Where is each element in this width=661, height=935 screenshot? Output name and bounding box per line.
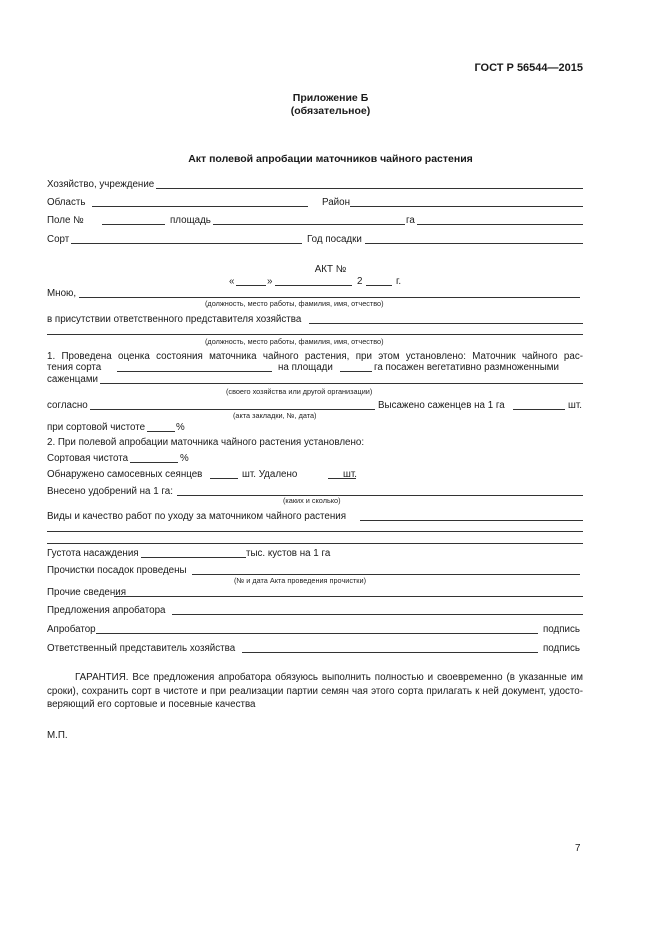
section1-seedlings-label: саженцами — [47, 374, 99, 385]
region-label: Область — [47, 197, 86, 208]
act-caption: (акта закладки, №, дата) — [233, 411, 317, 420]
rep-signature-label: подпись — [543, 643, 581, 654]
org-caption: (своего хозяйства или другой организации) — [226, 387, 373, 396]
thinning-field[interactable] — [192, 574, 580, 575]
var-purity-field[interactable] — [130, 462, 178, 463]
page-number: 7 — [575, 843, 581, 854]
self-seedlings-label: Обнаружено самосевных сеянцев — [47, 469, 203, 480]
approber-field[interactable] — [96, 633, 538, 634]
act-title: АКТ № — [314, 264, 347, 275]
year-prefix: 2 — [357, 276, 363, 287]
proposals-label: Предложения апробатора — [47, 605, 166, 616]
document-title: Акт полевой апробации маточников чайного растения — [188, 153, 473, 165]
representative-field[interactable] — [309, 323, 583, 324]
seal-label: М.П. — [47, 730, 68, 741]
area-ha-field[interactable] — [417, 224, 583, 225]
standard-number: ГОСТ Р 56544—2015 — [474, 62, 583, 74]
planted-label: Высажено саженцев на 1 га — [378, 400, 505, 411]
area-ha-label: га — [406, 215, 415, 226]
field-no-field[interactable] — [102, 224, 165, 225]
removed-unit: шт. — [343, 469, 357, 480]
guarantee-line2: сроки), сохранить сорт в чистоте и при реализации партии семян чая этого сорта прилагать к ней документ, удосто- — [47, 686, 583, 697]
according-label: согласно — [47, 400, 88, 411]
area-label: площадь — [170, 215, 211, 226]
according-field[interactable] — [90, 409, 375, 410]
section2-title: 2. При полевой апробации маточника чайного растения установлено: — [47, 437, 365, 448]
var-purity-label: Сортовая чистота — [47, 453, 129, 464]
guarantee-line3: веряющий его сортовые и посевные качества — [47, 699, 256, 710]
density-unit: тыс. кустов на 1 га — [246, 548, 331, 559]
by-me-label: Мною, — [47, 288, 77, 299]
fertilizer-field[interactable] — [177, 495, 583, 496]
section1-line1: 1. Проведена оценка состояния маточника чайного растения, при этом установлено: Маточник чайного рас- — [47, 351, 583, 362]
section1-seedlings-field[interactable] — [100, 383, 583, 384]
rep-label: Ответственный представитель хозяйства — [47, 643, 236, 654]
section1-variety-label: тения сорта — [47, 362, 102, 373]
section1-area-label: на площади — [278, 362, 333, 373]
thinning-label: Прочистки посадок проведены — [47, 565, 187, 576]
planting-year-field[interactable] — [365, 243, 583, 244]
day-field[interactable] — [236, 285, 266, 286]
representative-field-2[interactable] — [47, 334, 583, 335]
approber-label: Апробатор — [47, 624, 96, 635]
care-field[interactable] — [360, 520, 583, 521]
removed-label: шт. Удалено — [242, 469, 298, 480]
section1-planted-text: га посажен вегетативно размноженными — [374, 362, 559, 373]
year-suffix: г. — [396, 276, 402, 287]
fertilizer-label: Внесено удобрений на 1 га: — [47, 486, 173, 497]
farm-label: Хозяйство, учреждение — [47, 179, 155, 190]
section1-area-field[interactable] — [340, 371, 372, 372]
planted-field[interactable] — [513, 409, 565, 410]
self-seedlings-field[interactable] — [210, 478, 238, 479]
rep-field[interactable] — [242, 652, 538, 653]
section1-variety-field[interactable] — [117, 371, 272, 372]
appendix-status: (обязательное) — [290, 105, 371, 117]
fertilizer-caption: (каких и сколько) — [283, 496, 341, 505]
planting-year-label: Год посадки — [307, 234, 362, 245]
variety-label: Сорт — [47, 234, 70, 245]
density-field[interactable] — [141, 557, 246, 558]
var-purity-percent: % — [180, 453, 189, 464]
district-label: Район — [322, 197, 350, 208]
appendix-title: Приложение Б — [292, 92, 369, 104]
district-field[interactable] — [350, 206, 583, 207]
care-field-3[interactable] — [47, 543, 583, 544]
month-field[interactable] — [275, 285, 352, 286]
purity-field[interactable] — [147, 431, 175, 432]
variety-field[interactable] — [71, 243, 302, 244]
inspector-field[interactable] — [79, 297, 580, 298]
density-label: Густота насаждения — [47, 548, 139, 559]
other-info-label: Прочие сведения — [47, 587, 127, 598]
date-close-quote: » — [267, 276, 273, 287]
purity-label: при сортовой чистоте — [47, 422, 146, 433]
year-field[interactable] — [366, 285, 392, 286]
date-open-quote: « — [229, 276, 235, 287]
region-field[interactable] — [92, 206, 308, 207]
proposals-field[interactable] — [172, 614, 583, 615]
thinning-caption: (№ и дата Акта проведения прочистки) — [234, 576, 367, 585]
care-field-2[interactable] — [47, 531, 583, 532]
other-info-field[interactable] — [114, 596, 583, 597]
planted-unit: шт. — [568, 400, 582, 411]
position-caption: (должность, место работы, фамилия, имя, отчество) — [205, 299, 384, 308]
guarantee-line1: ГАРАНТИЯ. Все предложения апробатора обязуюсь выполнить полностью и своевременно (в указанные им — [75, 672, 583, 683]
purity-percent: % — [176, 422, 185, 433]
field-no-label: Поле № — [47, 215, 84, 226]
area-field[interactable] — [213, 224, 405, 225]
approber-signature-label: подпись — [543, 624, 581, 635]
farm-field[interactable] — [156, 188, 583, 189]
position-caption-2: (должность, место работы, фамилия, имя, отчество) — [205, 337, 384, 346]
care-label: Виды и качество работ по уходу за маточником чайного растения — [47, 511, 347, 522]
presence-label: в присутствии ответственного представителя хозяйства — [47, 314, 302, 325]
